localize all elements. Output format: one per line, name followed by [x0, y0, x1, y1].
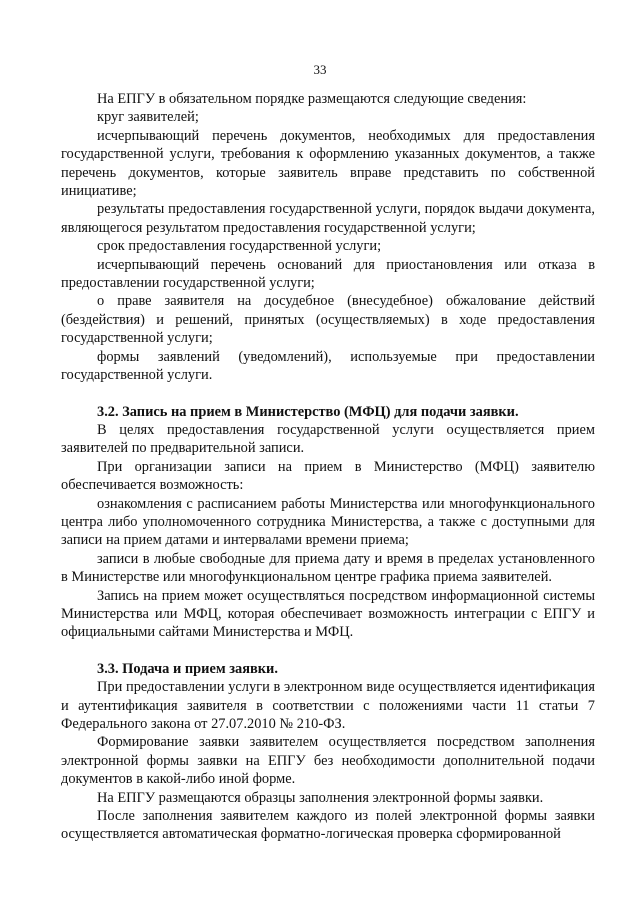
paragraph: Запись на прием может осуществляться посредством информационной системы Министерства или МФЦ, которая обеспечивает возможность интеграции с ЕПГУ и официальными сайтами Министерства и МФЦ. — [61, 587, 595, 641]
paragraph: Формирование заявки заявителем осуществляется посредством заполнения электронной формы заявки на ЕПГУ без необходимости дополнительной подачи документов в какой-либо иной форме. — [61, 734, 595, 788]
list-item-documents: исчерпывающий перечень документов, необходимых для предоставления государственной услуги, требования к оформлению указанных документов, а также перечень документов, которые заявитель вправе представить по собственной инициативе; — [61, 127, 595, 200]
list-item-term: срок предоставления государственной услуги; — [97, 238, 382, 255]
paragraph: На ЕПГУ размещаются образцы заполнения электронной формы заявки. — [97, 789, 544, 806]
section-heading-3-2: 3.2. Запись на прием в Министерство (МФЦ) для подачи заявки. — [97, 403, 519, 420]
section-heading-3-3: 3.3. Подача и прием заявки. — [97, 660, 278, 677]
list-item-appeal-right: о праве заявителя на досудебное (внесудебное) обжалование действий (бездействия) и решений, принятых (осуществляемых) в ходе предоставления государственной услуги; — [61, 293, 595, 347]
paragraph: При предоставлении услуги в электронном виде осуществляется идентификация и аутентификация заявителя в соответствии с положениями части 11 статьи 7 Федерального закона от 27.07.2010 № 210-ФЗ. — [61, 679, 595, 732]
page-number: 33 — [313, 62, 327, 77]
paragraph: После заполнения заявителем каждого из полей электронной формы заявки осуществляется автоматическая форматно-логическая проверка сформированной — [61, 808, 595, 843]
list-item-refusal-grounds: исчерпывающий перечень оснований для приостановления или отказа в предоставлении государственной услуги; — [61, 256, 595, 292]
list-item-results: результаты предоставления государственной услуги, порядок выдачи документа, являющегося результатом предоставления государственной услуги; — [61, 201, 595, 236]
page-content — [61, 90, 595, 844]
paragraph: При организации записи на прием в Министерство (МФЦ) заявителю обеспечивается возможность: — [61, 458, 595, 494]
list-item-forms: формы заявлений (уведомлений), используемые при предоставлении государственной услуги. — [61, 348, 595, 384]
paragraph: ознакомления с расписанием работы Министерства или многофункционального центра либо уполномоченного сотрудника Министерства, а также с доступными для записи на прием датами и интервалами времени приема; — [61, 495, 595, 549]
paragraph: В целях предоставления государственной услуги осуществляется прием заявителей по предварительной записи. — [61, 421, 595, 457]
intro-paragraph: На ЕПГУ в обязательном порядке размещаются следующие сведения: — [97, 91, 527, 107]
list-item-applicants: круг заявителей; — [97, 109, 199, 126]
paragraph: записи в любые свободные для приема дату и время в пределах установленного в Министерстве или многофункциональном центре графика приема заявителей. — [61, 550, 595, 586]
